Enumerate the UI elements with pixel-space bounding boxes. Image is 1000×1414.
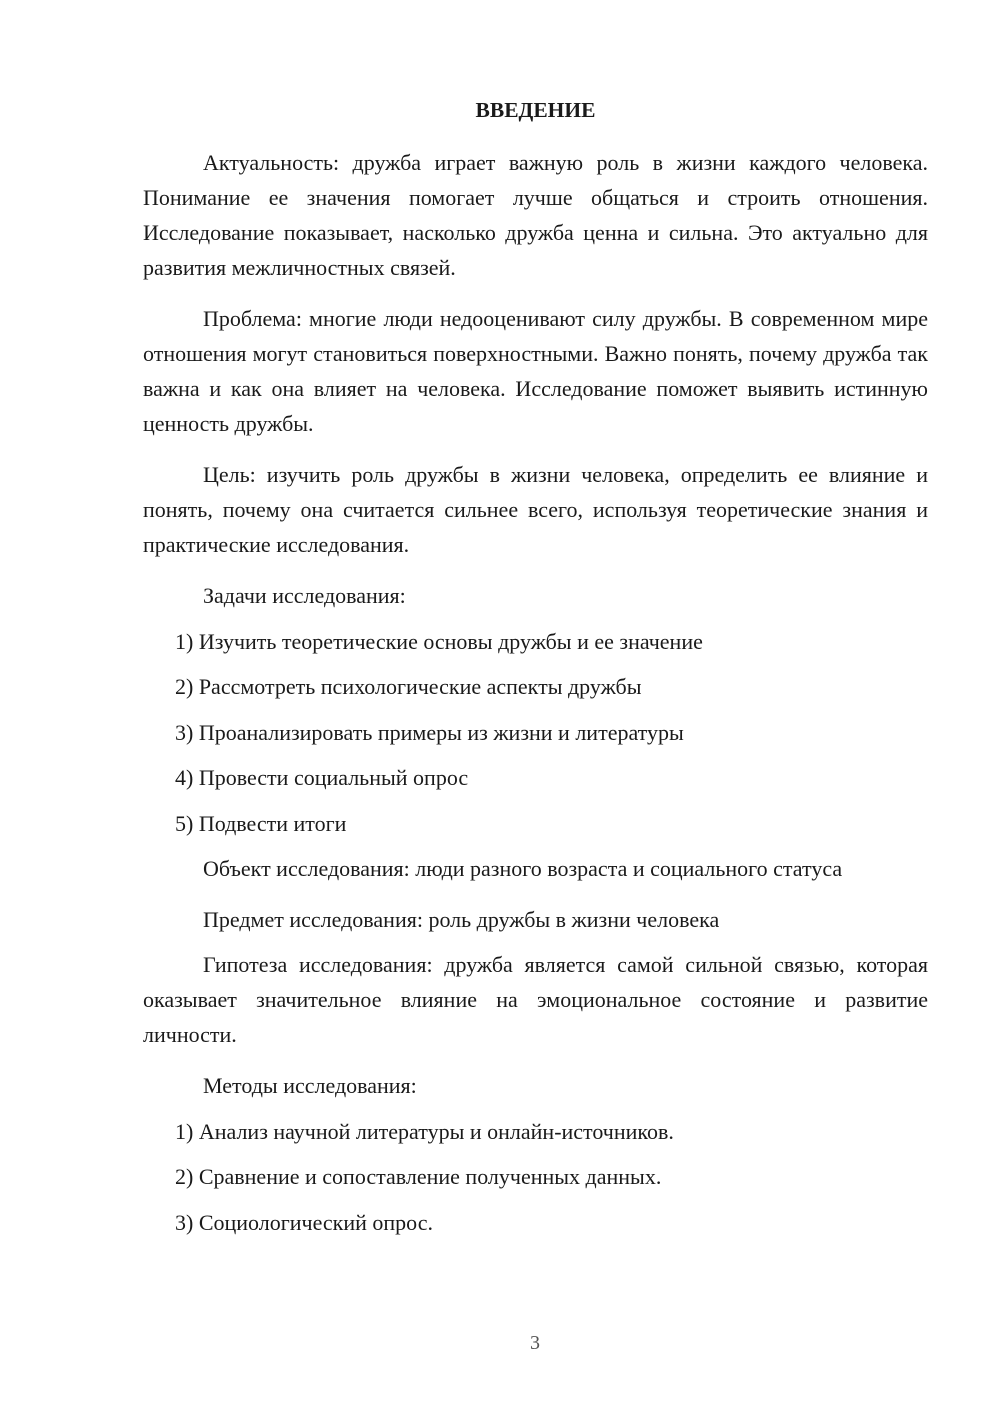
tasks-list (143, 624, 928, 841)
list-item: 5) Подвести итоги (175, 810, 347, 836)
document-page (143, 93, 928, 1250)
goal-paragraph: Цель: изучить роль дружбы в жизни человека, определить ее влияние и понять, почему она считается сильнее всего, используя теоретические знания и практические исследования. (143, 462, 928, 557)
page-number: 3 (530, 1332, 540, 1354)
list-item: 1) Изучить теоретические основы дружбы и ее значение (175, 628, 703, 654)
list-item: 3) Проанализировать примеры из жизни и литературы (175, 719, 684, 745)
problem-paragraph: Проблема: многие люди недооценивают силу дружбы. В современном мире отношения могут становиться поверхностными. Важно понять, почему дружба так важна и как она влияет на человека. Исследование поможет выявить истинную ценность дружбы. (143, 306, 928, 436)
list-item: 1) Анализ научной литературы и онлайн-источников. (175, 1118, 674, 1144)
section-title: ВВЕДЕНИЕ (475, 98, 596, 122)
hypothesis-paragraph: Гипотеза исследования: дружба является самой сильной связью, которая оказывает значительное влияние на эмоциональное состояние и развитие личности. (143, 952, 928, 1047)
methods-heading: Методы исследования: (203, 1073, 417, 1098)
methods-list (143, 1114, 928, 1240)
list-item: 4) Провести социальный опрос (175, 765, 469, 790)
list-item: 2) Сравнение и сопоставление полученных данных. (175, 1164, 662, 1189)
list-item: 2) Рассмотреть психологические аспекты дружбы (175, 674, 642, 699)
subject-paragraph: Предмет исследования: роль дружбы в жизни человека (203, 907, 720, 932)
list-item: 3) Социологический опрос. (175, 1209, 433, 1235)
tasks-heading: Задачи исследования: (203, 583, 406, 608)
relevance-paragraph: Актуальность: дружба играет важную роль в жизни каждого человека. Понимание ее значения помогает лучше общаться и строить отношения. Исследование показывает, насколько дружба ценна и сильна. Это актуально для развития межличностных связей. (143, 150, 928, 280)
object-paragraph: Объект исследования: люди разного возраста и социального статуса (203, 856, 843, 881)
